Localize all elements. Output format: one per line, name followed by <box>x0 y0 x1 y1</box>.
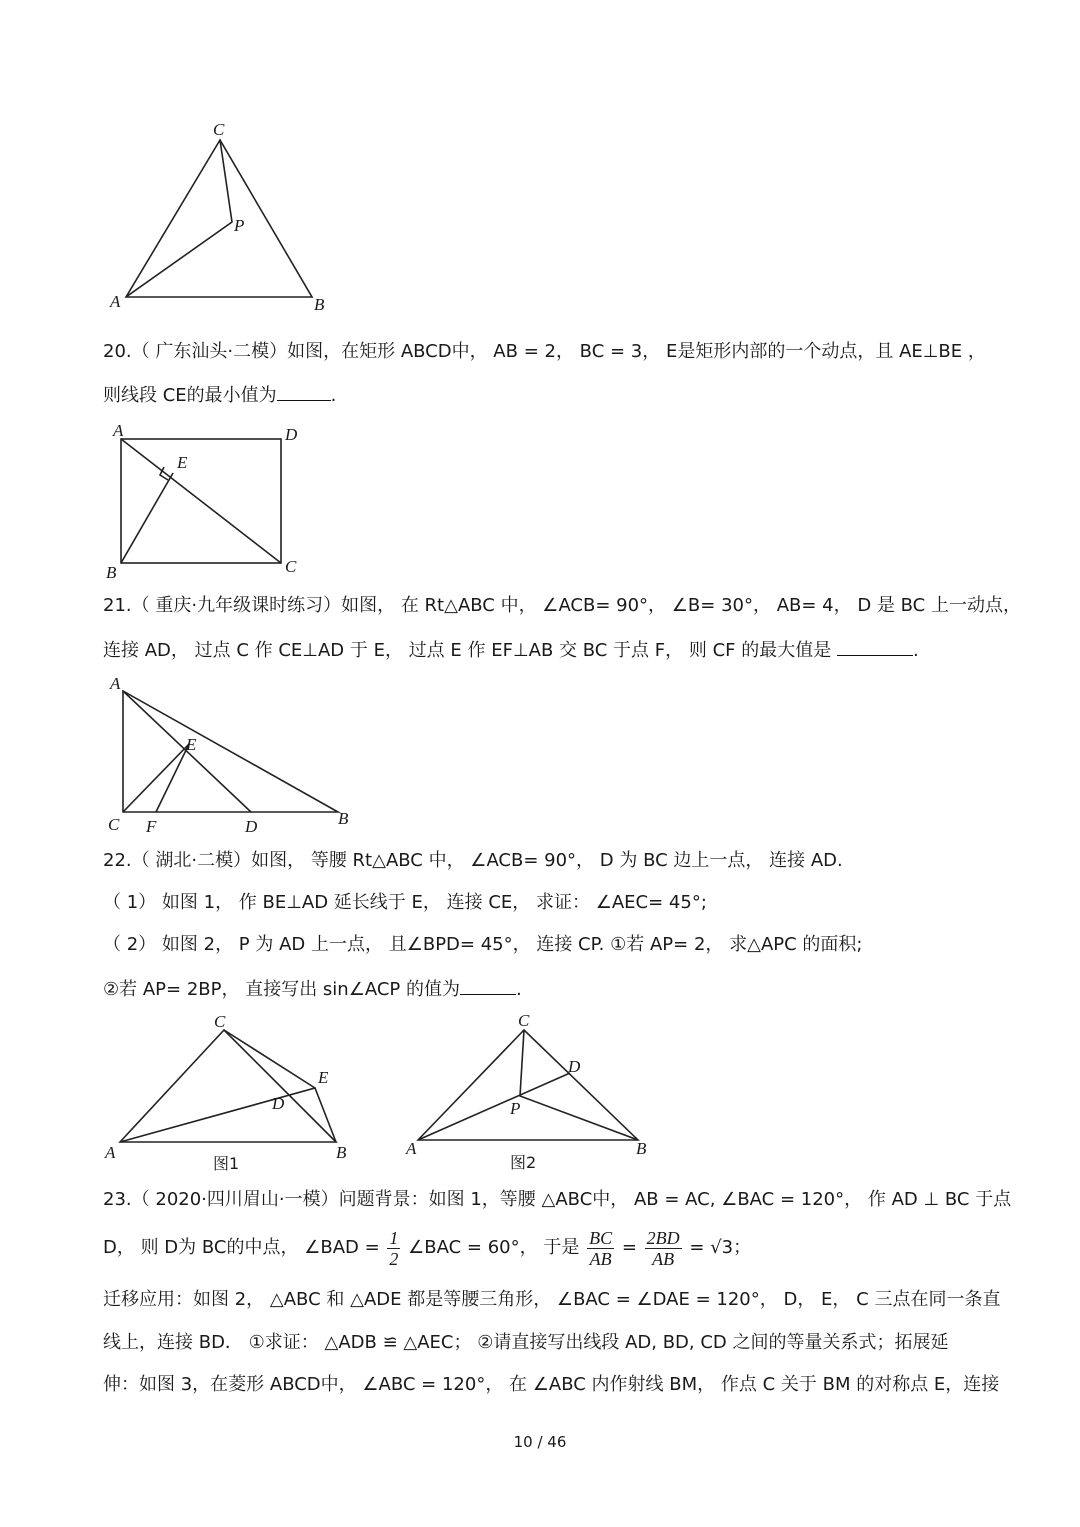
triangle-acb <box>123 691 338 812</box>
q22-text3: （ 2） 如图 2， P 为 AD 上一点， 且∠BPD= 45°， 连接 CP. ①若 AP= 2， 求△APC 的面积; <box>103 934 863 955</box>
q22-number: 22. <box>103 850 132 871</box>
segment-be <box>121 473 173 563</box>
segments-cp-pa <box>126 140 232 297</box>
figure-22-1-diagram <box>100 1010 360 1178</box>
label-p: P <box>510 1099 521 1118</box>
q20-number: 20. <box>103 341 132 362</box>
caption: 图1 <box>213 1154 240 1173</box>
segment-ac <box>121 439 281 563</box>
q21-end: . <box>912 640 919 661</box>
frac1-denominator: AB <box>589 1248 612 1269</box>
figure-22-2 <box>400 1010 660 1178</box>
label-b: B <box>338 809 349 828</box>
label-e: E <box>318 1068 329 1087</box>
label-d: D <box>568 1057 581 1076</box>
q23-text2c: = √3； <box>689 1237 752 1258</box>
figure-22-2-diagram <box>400 1010 660 1178</box>
label-a: A <box>406 1139 417 1158</box>
figure-19 <box>100 115 340 320</box>
q23-text2a: D， 则 D为 BC的中点， ∠BAD = <box>103 1237 380 1258</box>
fraction-2bd-ab <box>645 1228 682 1269</box>
q20-end: . <box>330 385 337 406</box>
q20-line1 <box>103 340 986 364</box>
label-b: B <box>636 1139 647 1158</box>
segment-ce <box>224 1030 315 1088</box>
fraction-bc-ab <box>587 1228 614 1269</box>
q23-text5: 伸：如图 3，在菱形 ABCD中， ∠ABC = 120°， 在 ∠ABC 内作射线 BM， 作点 C 关于 BM 的对称点 E，连接 <box>103 1374 1000 1395</box>
q23-line5 <box>103 1373 999 1397</box>
q22-text1: 如图， 等腰 Rt△ABC 中， ∠ACB= 90°， D 为 BC 边上一点， 连接 AD. <box>251 850 843 871</box>
page-number: 10 / 46 <box>513 1433 567 1451</box>
q21-text1: 如图， 在 Rt△ABC 中， ∠ACB= 90°， ∠B= 30°， AB= 4， D 是 BC 上一动点， <box>341 595 1021 616</box>
label-a: A <box>105 1143 116 1162</box>
frac1-numerator: BC <box>589 1227 613 1248</box>
q22-text2: （ 1） 如图 1， 作 BE⊥AD 延长线于 E， 连接 CE， 求证： ∠AEC= 45°; <box>103 892 707 913</box>
label-c: C <box>213 120 225 139</box>
figure-20 <box>100 420 320 585</box>
frac2-numerator: 2BD <box>646 1227 680 1248</box>
q21-text2: 连接 AD， 过点 C 作 CE⊥AD 于 E， 过点 E 作 EF⊥AB 交 BC 于点 F， 则 CF 的最大值是 <box>103 640 832 661</box>
label-a: A <box>113 421 124 440</box>
label-d: D <box>285 425 298 444</box>
label-e: E <box>177 453 188 472</box>
q23-number: 23. <box>103 1189 132 1210</box>
caption: 图2 <box>510 1153 537 1172</box>
label-d: D <box>245 817 258 836</box>
label-b: B <box>314 295 325 314</box>
q20-text2: 则线段 CE的最小值为 <box>103 385 277 406</box>
q23-text4: 线上，连接 BD． ①求证： △ADB ≌ △AEC； ②请直接写出线段 AD, BD, CD 之间的等量关系式；拓展延 <box>103 1332 949 1353</box>
q22-source: （ 湖北·二模） <box>131 850 252 871</box>
segment-ce <box>123 744 189 812</box>
figure-21-diagram <box>100 672 370 840</box>
q20-answer-blank <box>277 382 331 401</box>
q21-line1 <box>103 594 1021 618</box>
q23-text3: 迁移应用：如图 2， △ABC 和 △ADE 都是等腰三角形， ∠BAC = ∠DAE = 120°， D， E， C 三点在同一条直 <box>103 1289 1001 1310</box>
triangle-abc <box>126 140 312 297</box>
q21-number: 21. <box>103 595 132 616</box>
q22-line1 <box>103 849 843 873</box>
q22-answer-blank <box>460 976 516 995</box>
label-c: C <box>285 557 297 576</box>
q23-text1: 问题背景：如图 1，等腰 △ABC中， AB = AC, ∠BAC = 120°， 作 AD ⊥ BC 于点 <box>338 1189 1012 1210</box>
segments-ae-eb <box>120 1088 336 1142</box>
label-c: C <box>518 1011 530 1030</box>
figure-20-diagram <box>100 420 320 585</box>
q21-answer-blank <box>837 637 913 656</box>
label-f: F <box>146 817 157 836</box>
label-a: A <box>110 674 121 693</box>
q23-text2b: ∠BAC = 60°， 于是 <box>408 1237 580 1258</box>
segment-ef <box>156 744 189 812</box>
q20-source: （ 广东汕头·二模） <box>131 341 288 362</box>
triangle-abc <box>120 1030 336 1142</box>
q22-line4 <box>103 976 522 1002</box>
frac-half-denominator: 2 <box>389 1248 399 1269</box>
q21-source: （ 重庆·九年级课时练习） <box>131 595 342 616</box>
q23-eq: = <box>621 1237 637 1258</box>
label-p: P <box>234 216 245 235</box>
q20-line2 <box>103 382 336 408</box>
label-c: C <box>108 815 120 834</box>
q22-text4: ②若 AP= 2BP， 直接写出 sin∠ACP 的值为 <box>103 979 460 1000</box>
q22-end: . <box>516 979 522 1000</box>
q23-line4 <box>103 1331 949 1355</box>
figure-22-1 <box>100 1010 360 1178</box>
q23-line1 <box>103 1188 1011 1212</box>
label-e: E <box>186 735 197 754</box>
q20-text1: 如图，在矩形 ABCD中， AB = 2， BC = 3， E是矩形内部的一个动点，且 AE⊥BE ， <box>287 341 986 362</box>
q23-line2 <box>103 1226 751 1274</box>
frac2-denominator: AB <box>652 1248 675 1269</box>
figure-21 <box>100 672 370 840</box>
label-c: C <box>214 1012 226 1031</box>
label-d: D <box>272 1094 285 1113</box>
q22-line3 <box>103 933 863 957</box>
label-b: B <box>106 563 117 582</box>
frac-half-numerator: 1 <box>389 1227 399 1248</box>
q21-line2 <box>103 637 919 663</box>
q23-source: （ 2020·四川眉山·一模） <box>131 1189 339 1210</box>
label-b: B <box>336 1143 347 1162</box>
q23-line3 <box>103 1288 1000 1312</box>
fraction-one-half <box>387 1228 400 1269</box>
q22-line2 <box>103 891 707 915</box>
triangle-abc <box>418 1030 638 1140</box>
figure-19-diagram <box>100 115 340 320</box>
label-a: A <box>110 292 121 311</box>
